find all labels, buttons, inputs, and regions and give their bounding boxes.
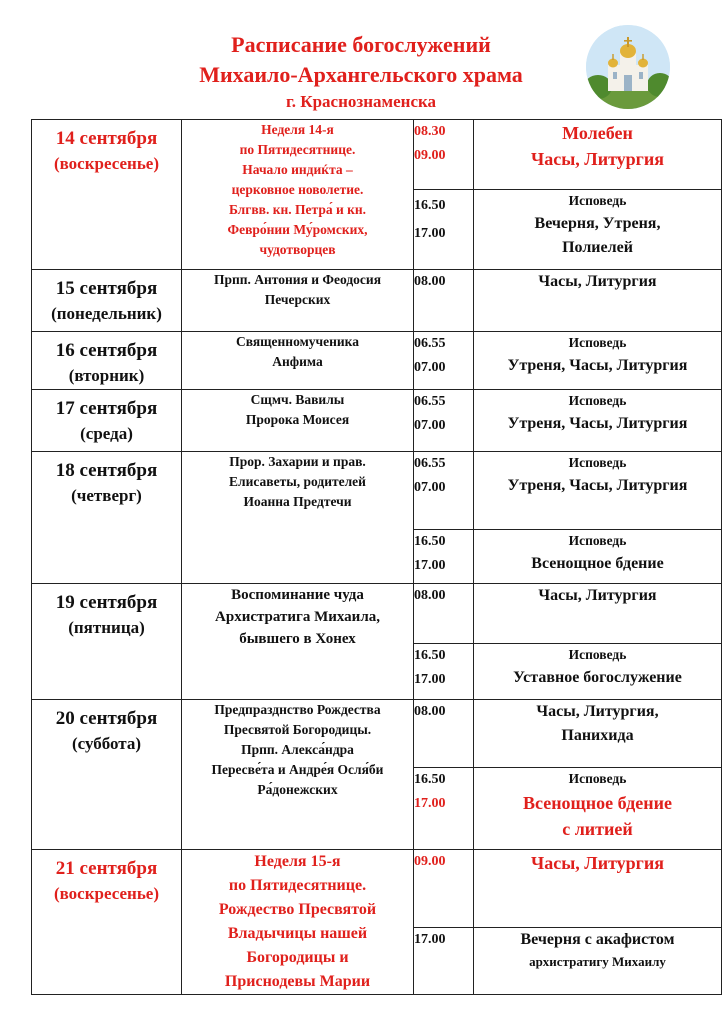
feast-line: Пресвятой Богородицы. xyxy=(223,722,372,737)
time-cell xyxy=(414,850,474,928)
service-time: 06.55 xyxy=(414,456,446,471)
service-time: 08.00 xyxy=(414,704,446,719)
time-cell xyxy=(414,768,474,850)
service-name: Исповедь xyxy=(568,393,627,408)
feast-line: Начало индиќта – xyxy=(242,162,353,177)
feast-cell xyxy=(182,120,414,270)
weekday-text: (воскресенье) xyxy=(53,884,160,903)
feast-line: Рождество Пресвятой xyxy=(218,901,377,918)
church-icon xyxy=(586,25,670,109)
time-cell xyxy=(414,644,474,700)
feast-line: Пророка Моисея xyxy=(245,412,350,427)
title-line-1: Расписание богослужений xyxy=(231,32,491,57)
time-cell xyxy=(414,927,474,994)
schedule-row xyxy=(32,120,722,190)
feast-line: Архистратига Михаила, xyxy=(215,609,380,625)
service-name: Исповедь xyxy=(568,335,627,350)
feast-cell xyxy=(182,584,414,700)
feast-cell xyxy=(182,700,414,850)
schedule-row xyxy=(32,270,722,332)
feast-line: церковное новолетие. xyxy=(231,182,364,197)
service-name: Исповедь xyxy=(568,455,627,470)
feast-line: Неделя 15-я xyxy=(254,853,341,870)
service-time: 09.00 xyxy=(414,854,446,869)
service-name: архистратигу Михаилу xyxy=(529,953,666,969)
feast-line: Иоанна Предтечи xyxy=(243,494,352,509)
service-name: Молебен xyxy=(562,123,633,143)
date-text: 19 сентября xyxy=(55,592,158,613)
service-name: Часы, Литургия, xyxy=(536,703,659,720)
feast-line: Неделя 14-я xyxy=(261,122,334,137)
feast-cell xyxy=(182,452,414,584)
schedule-row xyxy=(32,390,722,452)
feast-line: по Пятидесятнице. xyxy=(228,877,367,894)
date-cell xyxy=(32,270,182,332)
time-cell xyxy=(414,390,474,452)
schedule-row xyxy=(32,332,722,390)
service-name: Часы, Литургия xyxy=(531,149,664,169)
date-cell xyxy=(32,584,182,700)
weekday-text: (среда) xyxy=(80,424,133,443)
time-cell xyxy=(414,452,474,530)
service-time: 08.30 xyxy=(414,124,446,139)
feast-cell xyxy=(182,850,414,995)
title-city: г. Краснознаменска xyxy=(285,92,437,111)
date-text: 17 сентября xyxy=(55,398,158,419)
feast-line: Прор. Захарии и прав. xyxy=(229,454,366,469)
feast-cell xyxy=(182,270,414,332)
feast-line: Владычицы нашей xyxy=(227,925,368,942)
service-cell xyxy=(474,927,722,994)
service-name: Часы, Литургия xyxy=(531,853,664,873)
feast-line: Прпп. Антония и Феодосия xyxy=(213,272,382,287)
feast-line: Воспоминание чуда xyxy=(231,587,364,603)
feast-line: Елисаветы, родителей xyxy=(229,474,366,489)
service-cell xyxy=(474,584,722,644)
service-time: 07.00 xyxy=(414,418,446,433)
service-cell xyxy=(474,644,722,700)
service-time: 17.00 xyxy=(414,558,446,573)
date-text: 20 сентября xyxy=(55,708,158,729)
feast-line: Прпп. Алекса́ндра xyxy=(241,742,354,757)
date-text: 18 сентября xyxy=(55,460,158,481)
date-cell xyxy=(32,390,182,452)
service-cell xyxy=(474,390,722,452)
title-line-2: Михаило-Архангельского храма xyxy=(199,62,523,87)
weekday-text: (четверг) xyxy=(71,486,142,505)
feast-line: Богородицы и xyxy=(246,949,349,966)
service-time: 08.00 xyxy=(414,588,446,603)
service-name: Панихида xyxy=(561,727,634,744)
service-time: 08.00 xyxy=(414,274,446,289)
service-name: Утреня, Часы, Литургия xyxy=(507,357,688,374)
time-cell xyxy=(414,190,474,270)
service-cell xyxy=(474,452,722,530)
service-time: 16.50 xyxy=(414,534,446,549)
service-name: Утреня, Часы, Литургия xyxy=(507,415,688,432)
schedule-row xyxy=(32,584,722,644)
schedule-row xyxy=(32,850,722,928)
service-name: Вечерня с акафистом xyxy=(520,930,675,948)
weekday-text: (воскресенье) xyxy=(53,154,160,173)
time-cell xyxy=(414,700,474,768)
service-cell xyxy=(474,270,722,332)
service-name: Исповедь xyxy=(568,647,627,662)
feast-line: бывшего в Хонех xyxy=(239,631,356,647)
feast-line: Сщмч. Вавилы xyxy=(250,392,345,407)
service-cell xyxy=(474,332,722,390)
service-cell xyxy=(474,700,722,768)
date-cell xyxy=(32,850,182,995)
date-cell xyxy=(32,332,182,390)
service-time: 07.00 xyxy=(414,360,446,375)
feast-line: Священномученика xyxy=(235,334,360,349)
service-time: 17.00 xyxy=(414,931,446,947)
date-cell xyxy=(32,700,182,850)
weekday-text: (суббота) xyxy=(71,734,142,753)
feast-line: Блгвв. кн. Петра́ и кн. xyxy=(228,202,367,217)
schedule-table xyxy=(31,119,722,995)
feast-cell xyxy=(182,332,414,390)
service-time: 17.00 xyxy=(414,796,446,811)
service-name: Исповедь xyxy=(568,193,627,208)
time-cell xyxy=(414,332,474,390)
service-cell xyxy=(474,190,722,270)
date-cell xyxy=(32,452,182,584)
service-cell xyxy=(474,850,722,928)
date-text: 16 сентября xyxy=(55,340,158,361)
service-name: Всенощное бдение xyxy=(531,555,664,572)
schedule-row xyxy=(32,452,722,530)
schedule-row xyxy=(32,700,722,768)
service-time: 16.50 xyxy=(414,772,446,787)
weekday-text: (пятница) xyxy=(68,618,145,637)
weekday-text: (вторник) xyxy=(68,366,145,385)
service-time: 06.55 xyxy=(414,336,446,351)
feast-line: Печерских xyxy=(264,292,331,307)
feast-line: по Пятидесятнице. xyxy=(239,142,356,157)
feast-line: Февро́нии Му́ромских, xyxy=(227,222,368,237)
time-cell xyxy=(414,530,474,584)
service-time: 17.00 xyxy=(414,672,446,687)
service-name: Исповедь xyxy=(568,771,627,786)
service-time: 09.00 xyxy=(414,148,446,163)
service-name: Вечерня, Утреня, xyxy=(534,215,661,232)
date-cell xyxy=(32,120,182,270)
service-name: Уставное богослужение xyxy=(513,669,682,686)
service-time: 16.50 xyxy=(414,198,446,213)
service-name: Утреня, Часы, Литургия xyxy=(507,477,688,494)
feast-line: чудотворцев xyxy=(259,242,336,257)
weekday-text: (понедельник) xyxy=(51,304,162,323)
feast-line: Предпразднство Рождества xyxy=(214,702,381,717)
date-text: 15 сентября xyxy=(55,278,158,299)
time-cell xyxy=(414,270,474,332)
time-cell xyxy=(414,584,474,644)
feast-line: Пересве́та и Андре́я Осля́би xyxy=(211,762,384,777)
service-name: Полиелей xyxy=(562,239,633,256)
service-name: Часы, Литургия xyxy=(538,587,657,604)
date-text: 21 сентября xyxy=(55,858,158,879)
service-cell xyxy=(474,120,722,190)
service-time: 17.00 xyxy=(414,226,446,241)
feast-line: Приснодевы Марии xyxy=(224,973,371,990)
date-text: 14 сентября xyxy=(55,128,158,149)
service-time: 07.00 xyxy=(414,480,446,495)
service-cell xyxy=(474,768,722,850)
feast-line: Ра́донежских xyxy=(257,782,338,797)
service-name: Исповедь xyxy=(568,533,627,548)
service-cell xyxy=(474,530,722,584)
service-time: 06.55 xyxy=(414,394,446,409)
feast-cell xyxy=(182,390,414,452)
service-name: с литией xyxy=(562,819,633,839)
service-name: Часы, Литургия xyxy=(538,273,657,290)
time-cell xyxy=(414,120,474,190)
feast-line: Анфима xyxy=(272,354,323,369)
service-name: Всенощное бдение xyxy=(522,793,672,813)
service-time: 16.50 xyxy=(414,648,446,663)
